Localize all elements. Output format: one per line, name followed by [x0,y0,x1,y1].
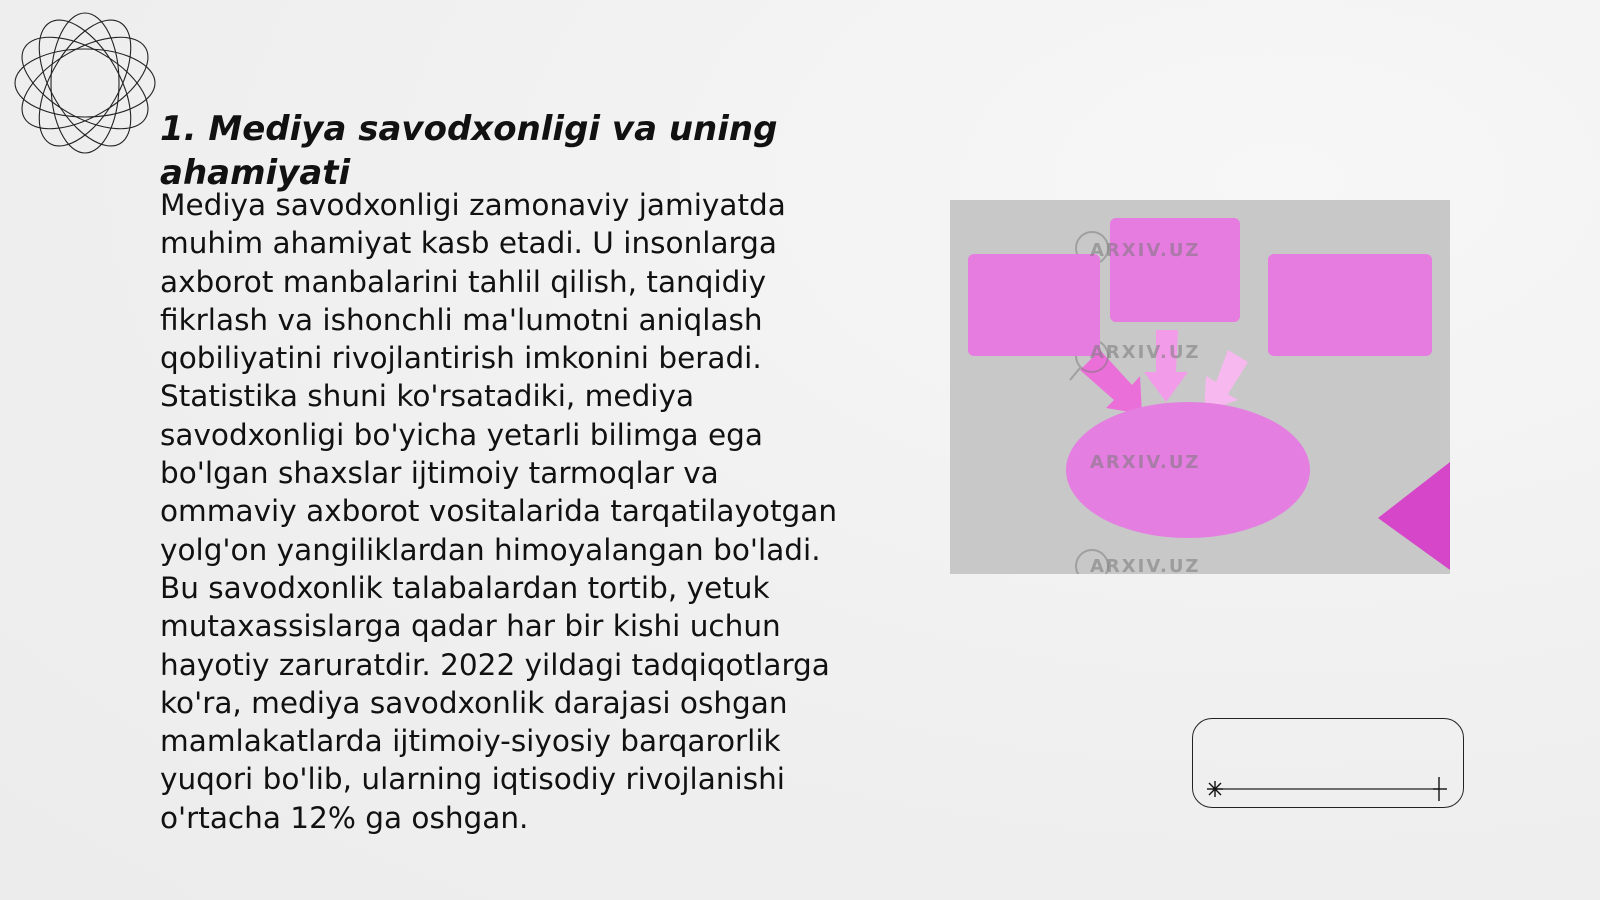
watermark-text: ARXIV.UZ [1090,452,1201,473]
cross-star-icon [1433,777,1447,801]
diagram-box-left [968,254,1100,356]
slide-body-text: Mediya savodxonligi zamonaviy jamiyatda muhim ahamiyat kasb etadi. U insonlarga axborot manbalarini tahlil qilish, tanqidiy fikrlash va ishonchli ma'lumotni aniqlash qobiliyatini rivojlantirish imkonini beradi. Statistika shuni ko'rsatadiki, mediya savodxonligi bo'yicha yetarli bilimga ega bo'lgan shaxslar ijtimoiy tarmoqlar va ommaviy axborot vositalarida tarqatilayotgan yolg'on yangiliklardan himoyalangan bo'ladi. Bu savodxonlik talabalardan tortib, yetuk mutaxassislarga qadar har bir kishi uchun hayotiy zaruratdir. 2022 yildagi tadqiqotlarga ko'ra, mediya savodxonlik darajasi oshgan mamlakatlarda ijtimoiy-siyosiy barqarorlik yuqori bo'lib, ularning iqtisodiy rivojlanishi o'rtacha 12% ga oshgan. [160,188,838,835]
diagram-image [950,200,1450,574]
diagram-box-top [1110,218,1240,322]
circle-orbit-icon [10,8,160,158]
watermark-text: ARXIV.UZ [1090,240,1201,261]
decorative-frame [1192,718,1464,808]
sparkle-icon [1207,781,1223,797]
slide-title: 1. Mediya savodxonligi va uning ahamiyati [160,109,778,193]
diagram-box-right [1268,254,1432,356]
watermark-text: ARXIV.UZ [1090,342,1201,363]
decorative-line [1193,719,1465,809]
watermark-text: ARXIV.UZ [1090,556,1201,574]
